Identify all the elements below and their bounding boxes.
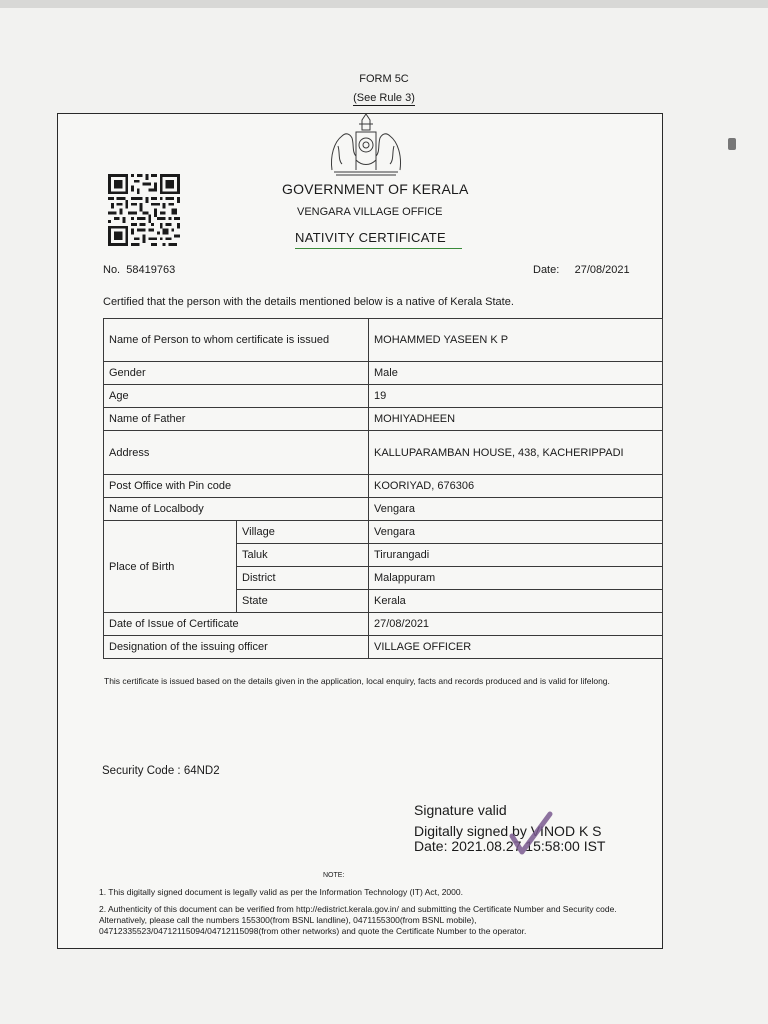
certificate-date	[533, 264, 630, 276]
signature-signed-by: Digitally signed by VINOD K S	[414, 823, 602, 839]
gender-label: Gender	[104, 362, 369, 385]
state-label: State	[237, 590, 369, 613]
table-row	[104, 319, 663, 362]
table-row	[104, 408, 663, 431]
taluk-label: Taluk	[237, 544, 369, 567]
title-underline	[295, 248, 462, 249]
issue-label: Date of Issue of Certificate	[104, 613, 369, 636]
signature-check-icon	[508, 808, 556, 858]
number-value: 58419763	[126, 264, 176, 276]
father-value: MOHIYADHEEN	[369, 408, 663, 431]
table-row	[104, 385, 663, 408]
village-label: Village	[237, 521, 369, 544]
details-table	[103, 318, 663, 659]
table-row	[104, 362, 663, 385]
postoffice-label: Post Office with Pin code	[104, 475, 369, 498]
table-row	[104, 498, 663, 521]
issue-value: 27/08/2021	[369, 613, 663, 636]
age-value: 19	[369, 385, 663, 408]
date-label: Date:	[533, 264, 560, 276]
validity-disclaimer: This certificate is issued based on the details given in the application, local enquiry, facts and records produced and is valid for lifelong.	[104, 676, 610, 686]
address-label: Address	[104, 431, 369, 475]
table-row	[104, 613, 663, 636]
age-label: Age	[104, 385, 369, 408]
address-value: KALLUPARAMBAN HOUSE, 438, KACHERIPPADI	[369, 431, 663, 475]
table-row	[104, 636, 663, 659]
designation-value: VILLAGE OFFICER	[369, 636, 663, 659]
name-value: MOHAMMED YASEEN K P	[369, 319, 663, 362]
signature-date: Date: 2021.08.27 15:58:00 IST	[414, 838, 606, 854]
state-value: Kerala	[369, 590, 663, 613]
note-2: 2. Authenticity of this document can be verified from http://edistrict.kerala.gov.in/ and submitting the Certificate Number and Security code. Alternatively, please call the numbers 155300(from BSNL landline), 0471155300(from BSNL mobile), 04712335523/04712115094/04712115098(from other networks) and quote the Certificate Number to the operator.	[99, 904, 617, 936]
name-label: Name of Person to whom certificate is issued	[104, 319, 369, 362]
designation-label: Designation of the issuing officer	[104, 636, 369, 659]
scan-speck	[728, 138, 736, 150]
table-row	[104, 521, 663, 544]
kerala-emblem-icon	[326, 112, 406, 178]
security-code: Security Code : 64ND2	[102, 765, 220, 777]
localbody-label: Name of Localbody	[104, 498, 369, 521]
number-label: No.	[103, 264, 121, 276]
scan-edge	[0, 0, 768, 8]
table-row	[104, 431, 663, 475]
village-value: Vengara	[369, 521, 663, 544]
certification-statement: Certified that the person with the details mentioned below is a native of Kerala State.	[103, 296, 514, 308]
postoffice-value: KOORIYAD, 676306	[369, 475, 663, 498]
table-row	[104, 475, 663, 498]
form-rule-text: (See Rule 3)	[353, 92, 415, 104]
birth-label: Place of Birth	[104, 521, 237, 613]
taluk-value: Tirurangadi	[369, 544, 663, 567]
father-label: Name of Father	[104, 408, 369, 431]
form-number: FORM 5C	[359, 73, 409, 85]
note-label: NOTE:	[323, 872, 345, 879]
district-label: District	[237, 567, 369, 590]
government-title: GOVERNMENT OF KERALA	[282, 181, 469, 197]
certificate-title: NATIVITY CERTIFICATE	[295, 230, 446, 245]
note-1: 1. This digitally signed document is legally valid as per the Information Technology (IT) Act, 2000.	[99, 887, 463, 897]
certificate-number	[103, 264, 175, 276]
signature-valid: Signature valid	[414, 802, 507, 818]
qr-code-icon	[106, 174, 182, 246]
village-office-title: VENGARA VILLAGE OFFICE	[297, 206, 443, 218]
date-value: 27/08/2021	[574, 264, 630, 276]
district-value: Malappuram	[369, 567, 663, 590]
form-rule	[0, 92, 768, 104]
localbody-value: Vengara	[369, 498, 663, 521]
gender-value: Male	[369, 362, 663, 385]
